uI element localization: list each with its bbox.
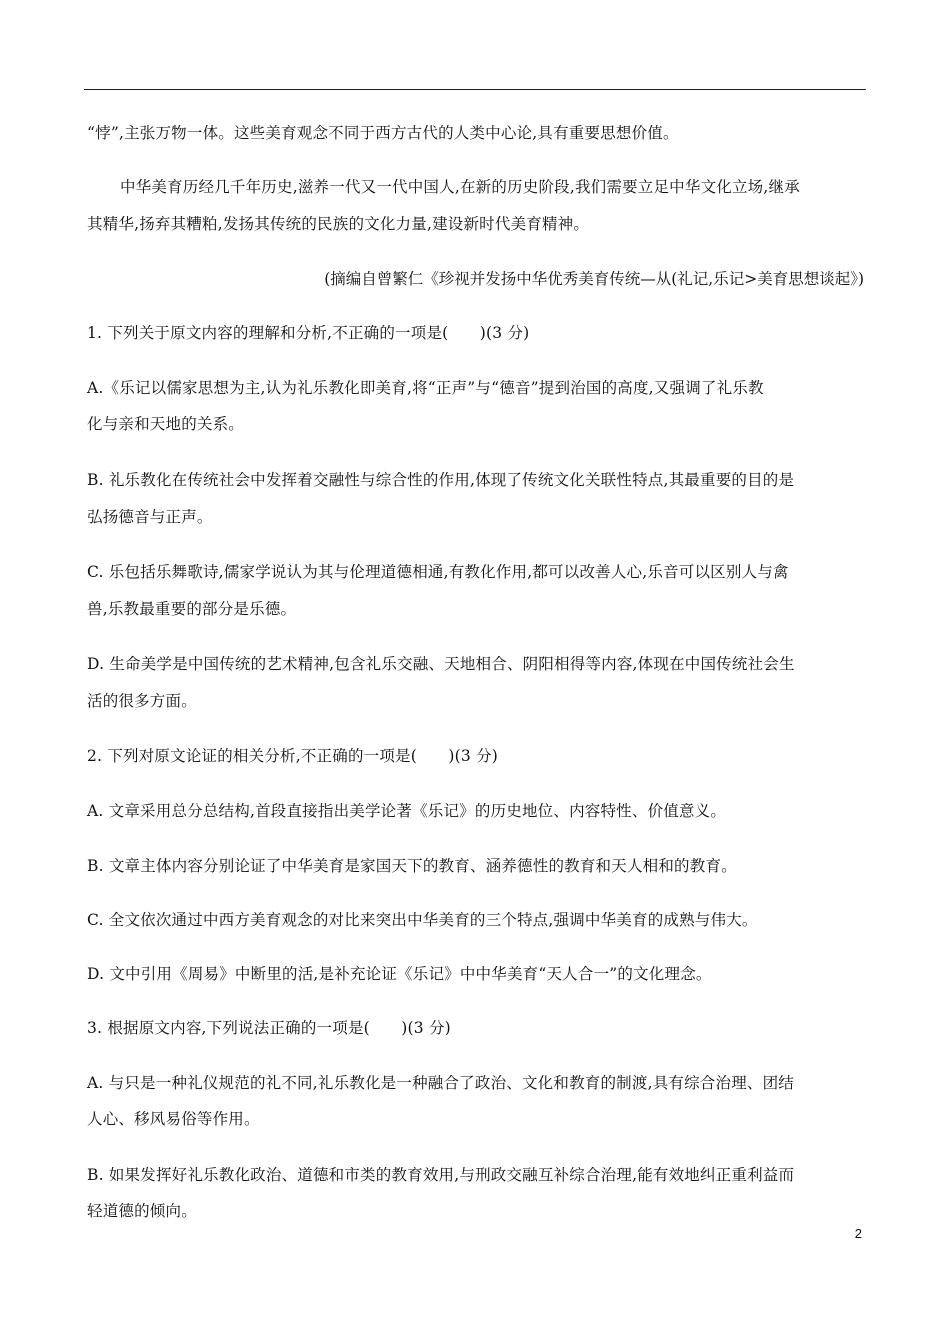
question-1-option-c: C. 乐包括乐舞歌诗,儒家学说认为其与伦理道德相通,有教化作用,都可以改善人心,乐音可以区别人与禽 bbox=[87, 563, 789, 581]
question-2-option-d: D. 文中引用《周易》中断里的活,是补充论证《乐记》中中华美育“天人合一”的文化理念。 bbox=[87, 965, 712, 983]
question-1-option-c-cont: 兽,乐教最重要的部分是乐德。 bbox=[87, 600, 297, 618]
question-2-option-a: A. 文章采用总分总结构,首段直接指出美学论著《乐记》的历史地位、内容特性、价值意义。 bbox=[87, 802, 727, 820]
question-3-option-a-cont: 人心、移风易俗等作用。 bbox=[87, 1110, 260, 1128]
header-rule bbox=[84, 89, 866, 90]
question-1-option-d-cont: 活的很多方面。 bbox=[87, 692, 197, 710]
question-3-option-b: B. 如果发挥好礼乐教化政治、道德和市类的教育效用,与刑政交融互补综合治理,能有效地纠正重利益而 bbox=[87, 1166, 795, 1184]
question-2-option-c: C. 全文依次通过中西方美育观念的对比来突出中华美育的三个特点,强调中华美育的成熟与伟大。 bbox=[87, 911, 758, 929]
question-3-option-a: A. 与只是一种礼仪规范的礼不同,礼乐教化是一种融合了政治、文化和教育的制渡,具有综合治理、团结 bbox=[87, 1074, 795, 1092]
question-3-option-b-cont: 轻道德的倾向。 bbox=[87, 1202, 197, 1220]
question-3-stem: 3. 根据原文内容,下列说法正确的一项是( )(3 分) bbox=[87, 1019, 451, 1037]
passage-paragraph-line: 中华美育历经几千年历史,滋养一代又一代中国人,在新的历史阶段,我们需要立足中华文化立场,继承 bbox=[120, 178, 800, 196]
question-1-option-a-cont: 化与亲和天地的关系。 bbox=[87, 415, 245, 433]
passage-line: “悖”,主张万物一体。这些美育观念不同于西方古代的人类中心论,具有重要思想价值。 bbox=[87, 124, 679, 142]
question-1-option-a: A.《乐记以儒家思想为主,认为礼乐教化即美育,将“正声”与“德音”提到治国的高度,又强调了礼乐教 bbox=[87, 379, 764, 397]
question-1-option-b-cont: 弘扬德音与正声。 bbox=[87, 508, 213, 526]
question-1-stem: 1. 下列关于原文内容的理解和分析,不正确的一项是( )(3 分) bbox=[87, 324, 530, 342]
question-1-option-d: D. 生命美学是中国传统的艺术精神,包含礼乐交融、天地相合、阴阳相得等内容,体现在中国传统社会生 bbox=[87, 655, 795, 673]
passage-paragraph-line: 其精华,扬弃其糟粕,发扬其传统的民族的文化力量,建设新时代美育精神。 bbox=[87, 215, 590, 233]
question-2-stem: 2. 下列对原文论证的相关分析,不正确的一项是( )(3 分) bbox=[87, 747, 499, 765]
question-2-option-b: B. 文章主体内容分别论证了中华美育是家国天下的教育、涵养德性的教育和天人相和的教育。 bbox=[87, 857, 737, 875]
source-citation: (摘编自曾繁仁《珍视并发扬中华优秀美育传统—从(礼记,乐记>美育思想谈起》) bbox=[324, 270, 864, 288]
page-number: 2 bbox=[854, 1226, 862, 1241]
question-1-option-b: B. 礼乐教化在传统社会中发挥着交融性与综合性的作用,体现了传统文化关联性特点,其最重要的目的是 bbox=[87, 471, 795, 489]
